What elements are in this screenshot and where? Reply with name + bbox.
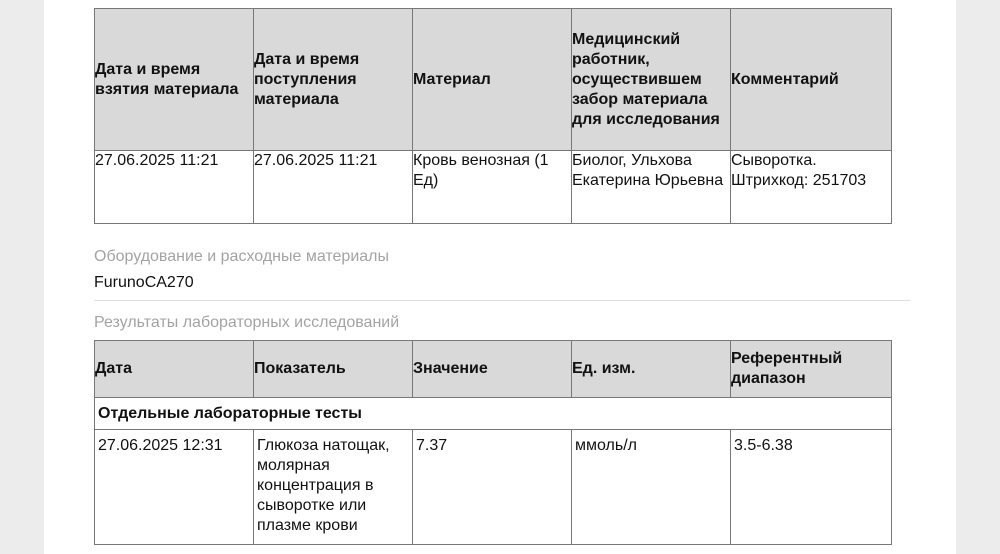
header-value: Значение	[413, 341, 572, 398]
table-row	[95, 151, 892, 224]
equipment-value: FurunoCA270	[94, 274, 194, 291]
table-row	[95, 430, 892, 545]
result-value-cell: 7.37	[413, 430, 572, 545]
comment-cell: Сыворотка. Штрихкод: 251703	[731, 151, 892, 224]
header-reference-range: Референтный диапазон	[731, 341, 892, 398]
received-datetime-cell: 27.06.2025 11:21	[254, 151, 413, 224]
collection-datetime-cell: 27.06.2025 11:21	[95, 151, 254, 224]
header-indicator: Показатель	[254, 341, 413, 398]
result-unit-cell: ммоль/л	[572, 430, 731, 545]
lab-results-header-row	[95, 341, 892, 398]
header-date: Дата	[95, 341, 254, 398]
medical-worker-cell: Биолог, Ульхова Екатерина Юрьевна	[572, 151, 731, 224]
test-group-label: Отдельные лабораторные тесты	[95, 398, 892, 430]
header-comment: Комментарий	[731, 9, 892, 151]
result-reference-cell: 3.5-6.38	[731, 430, 892, 545]
material-cell: Кровь венозная (1 Ед)	[413, 151, 572, 224]
document-page	[44, 0, 956, 554]
header-unit: Ед. изм.	[572, 341, 731, 398]
sample-collection-header-row	[95, 9, 892, 151]
group-row	[95, 398, 892, 430]
section-divider	[94, 300, 910, 301]
results-section-title: Результаты лабораторных исследований	[94, 314, 400, 331]
result-indicator-cell: Глюкоза натощак, молярная концентрация в сыворотке или плазме крови	[254, 430, 413, 545]
header-received-datetime: Дата и время поступления материала	[254, 9, 413, 151]
equipment-section-title: Оборудование и расходные материалы	[94, 248, 389, 265]
result-date-cell: 27.06.2025 12:31	[95, 430, 254, 545]
header-medical-worker: Медицинский работник, осуществившем забор материала для исследования	[572, 9, 731, 151]
lab-results-table	[94, 340, 892, 545]
header-material: Материал	[413, 9, 572, 151]
sample-collection-table	[94, 8, 892, 224]
header-collection-datetime: Дата и время взятия материала	[95, 9, 254, 151]
